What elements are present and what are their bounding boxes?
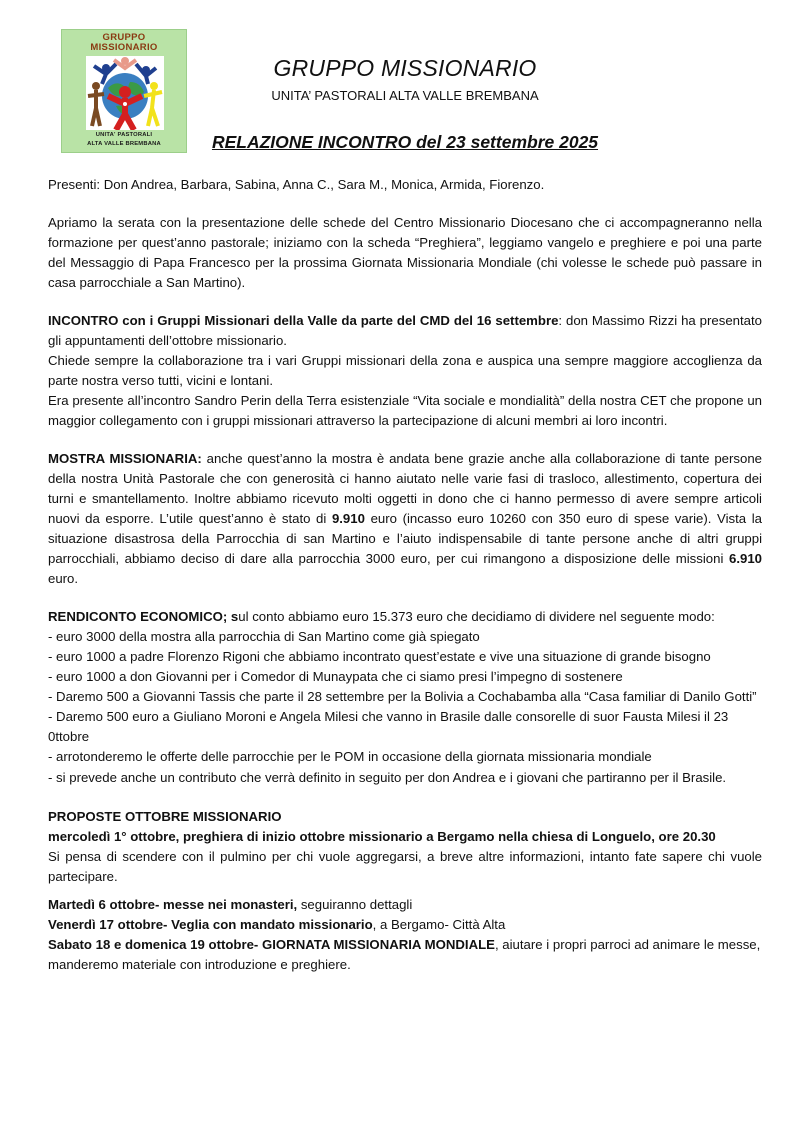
mostra-utile: 9.910 — [331, 511, 365, 526]
logo-title-line1: GRUPPO — [102, 32, 146, 43]
incontro-text-3: Era presente all’incontro Sandro Perin della Terra esistenziale “Vita sociale e mondialità” della nostra CET che propone un maggior collegamento con i gruppi missionari attraverso la partecipazione di alcuni membri ai loro incontri. — [48, 393, 762, 428]
rendiconto-item: - Daremo 500 a Giovanni Tassis che parte il 28 settembre per la Bolivia a Cochabamba alla “Casa familiar di Danilo Gotti” — [48, 689, 757, 704]
event-1-text: Si pensa di scendere con il pulmino per chi vuole aggregarsi, a breve altre informazioni, intanto fate sapere chi vuole partecipare. — [48, 849, 762, 884]
group-logo — [61, 29, 187, 153]
attendees: Presenti: Don Andrea, Barbara, Sabina, Anna C., Sara M., Monica, Armida, Fiorenzo. — [48, 177, 545, 192]
event-4-title: Sabato 18 e domenica 19 ottobre- GIORNATA MISSIONARIA MONDIALE — [48, 937, 495, 952]
logo-subtitle-line1: UNITA' PASTORALI — [95, 132, 153, 138]
logo-title-line2: MISSIONARIO — [90, 42, 158, 53]
rendiconto-item: - arrotonderemo le offerte delle parrocchie per le POM in occasione della giornata missionaria mondiale — [48, 749, 652, 764]
mostra-text-c: euro. — [48, 571, 79, 586]
mostra-paragraph — [48, 449, 762, 589]
incontro-paragraph — [48, 311, 762, 351]
incontro-text-2: Chiede sempre la collaborazione tra i vari Gruppi missionari della zona e auspica una sempre maggiore accoglienza da parte nostra verso tutti, vicini e lontani. — [48, 353, 762, 388]
event-4-text: , aiutare i propri parroci ad animare le messe, manderemo materiale con introduzione e preghiere. — [48, 937, 761, 972]
rendiconto-heading: RENDICONTO ECONOMICO; s — [48, 609, 239, 624]
mostra-text-a: anche quest’anno la mostra è andata bene grazie anche alla collaborazione di tante persone della nostra Unità Pastorale che con generosità ci hanno aiutato nelle varie fasi di trasloco, allestimento, copertura dei turni e smantellamento. Inoltre abbiamo ricevuto molti oggetti in dono che ci hanno permesso di avere sempre articoli nuovi da esporre. L’utile quest’anno è stato di — [48, 451, 762, 526]
proposte-heading — [48, 807, 762, 827]
logo-title — [62, 33, 186, 53]
event-2-text: seguiranno dettagli — [297, 897, 413, 912]
incontro-heading: INCONTRO con i Gruppi Missionari della Valle da parte del CMD del 16 settembre — [48, 313, 559, 328]
rendiconto-item: - Daremo 500 euro a Giuliano Moroni e Angela Milesi che vanno in Brasile dalle consorelle di suor Fausta Milesi il 23 0ttobre — [48, 709, 729, 744]
event-3 — [48, 915, 762, 935]
event-4 — [48, 935, 762, 975]
event-1 — [48, 827, 762, 847]
incontro-text: : don Massimo Rizzi ha presentato gli appuntamenti dell’ottobre missionario. — [48, 313, 762, 348]
mostra-text-b: euro (incasso euro 10260 con 350 euro di spese varie). Vista la situazione disastrosa della Parrocchia di san Martino e l’aiuto indispensabile di tante persone anche di altri gruppi parrocchiali, abbiamo deciso di dare alla parrocchia 3000 euro, per cui rimangono a disposizione delle missioni — [48, 511, 762, 566]
logo-subtitle-line2: ALTA VALLE BREMBANA — [87, 141, 161, 147]
proposte-heading-text: PROPOSTE OTTOBRE MISSIONARIO — [48, 809, 282, 824]
event-3-text: , a Bergamo- Città Alta — [372, 917, 506, 932]
mostra-rimanenza: 6.910 — [728, 551, 762, 566]
mostra-heading: MOSTRA MISSIONARIA: — [48, 451, 202, 466]
intro-paragraph: Apriamo la serata con la presentazione delle schede del Centro Missionario Diocesano che ci accompagneranno nella formazione per quest’anno pastorale; iniziamo con la scheda “Preghiera”, leggiamo vangelo e preghiere e poi una parte del Messaggio di Papa Francesco per la prossima Giornata Missionaria Mondiale (chi volesse le schede può passare in casa parrocchiale a San Martino). — [48, 215, 762, 290]
report-title: RELAZIONE INCONTRO del 23 settembre 2025 — [211, 132, 599, 152]
event-2-title: Martedì 6 ottobre- messe nei monasteri, — [48, 897, 298, 912]
rendiconto-paragraph — [48, 607, 762, 627]
rendiconto-item: - euro 1000 a don Giovanni per i Comedor di Munaypata che ci siamo presi l’impegno di sostenere — [48, 669, 623, 684]
document-title: GRUPPO MISSIONARIO — [273, 55, 537, 81]
rendiconto-item: - si prevede anche un contributo che verrà definito in seguito per don Andrea e i giovani che partiranno per il Brasile. — [48, 770, 727, 785]
document-body — [48, 175, 762, 975]
globe-people-icon — [86, 56, 164, 130]
event-2 — [48, 895, 762, 915]
event-3-title: Venerdì 17 ottobre- Veglia con mandato missionario — [48, 917, 373, 932]
event-1-title: mercoledì 1° ottobre, preghiera di inizio ottobre missionario a Bergamo nella chiesa di Longuelo, ore 20.30 — [48, 829, 716, 844]
rendiconto-item: - euro 3000 della mostra alla parrocchia di San Martino come già spiegato — [48, 629, 480, 644]
rendiconto-item: - euro 1000 a padre Florenzo Rigoni che abbiamo incontrato quest’estate e vive una situazione di grande bisogno — [48, 649, 711, 664]
logo-subtitle — [62, 131, 186, 149]
document-subtitle: UNITA’ PASTORALI ALTA VALLE BREMBANA — [271, 88, 539, 103]
rendiconto-text: ul conto abbiamo euro 15.373 euro che decidiamo di dividere nel seguente modo: — [238, 609, 715, 624]
